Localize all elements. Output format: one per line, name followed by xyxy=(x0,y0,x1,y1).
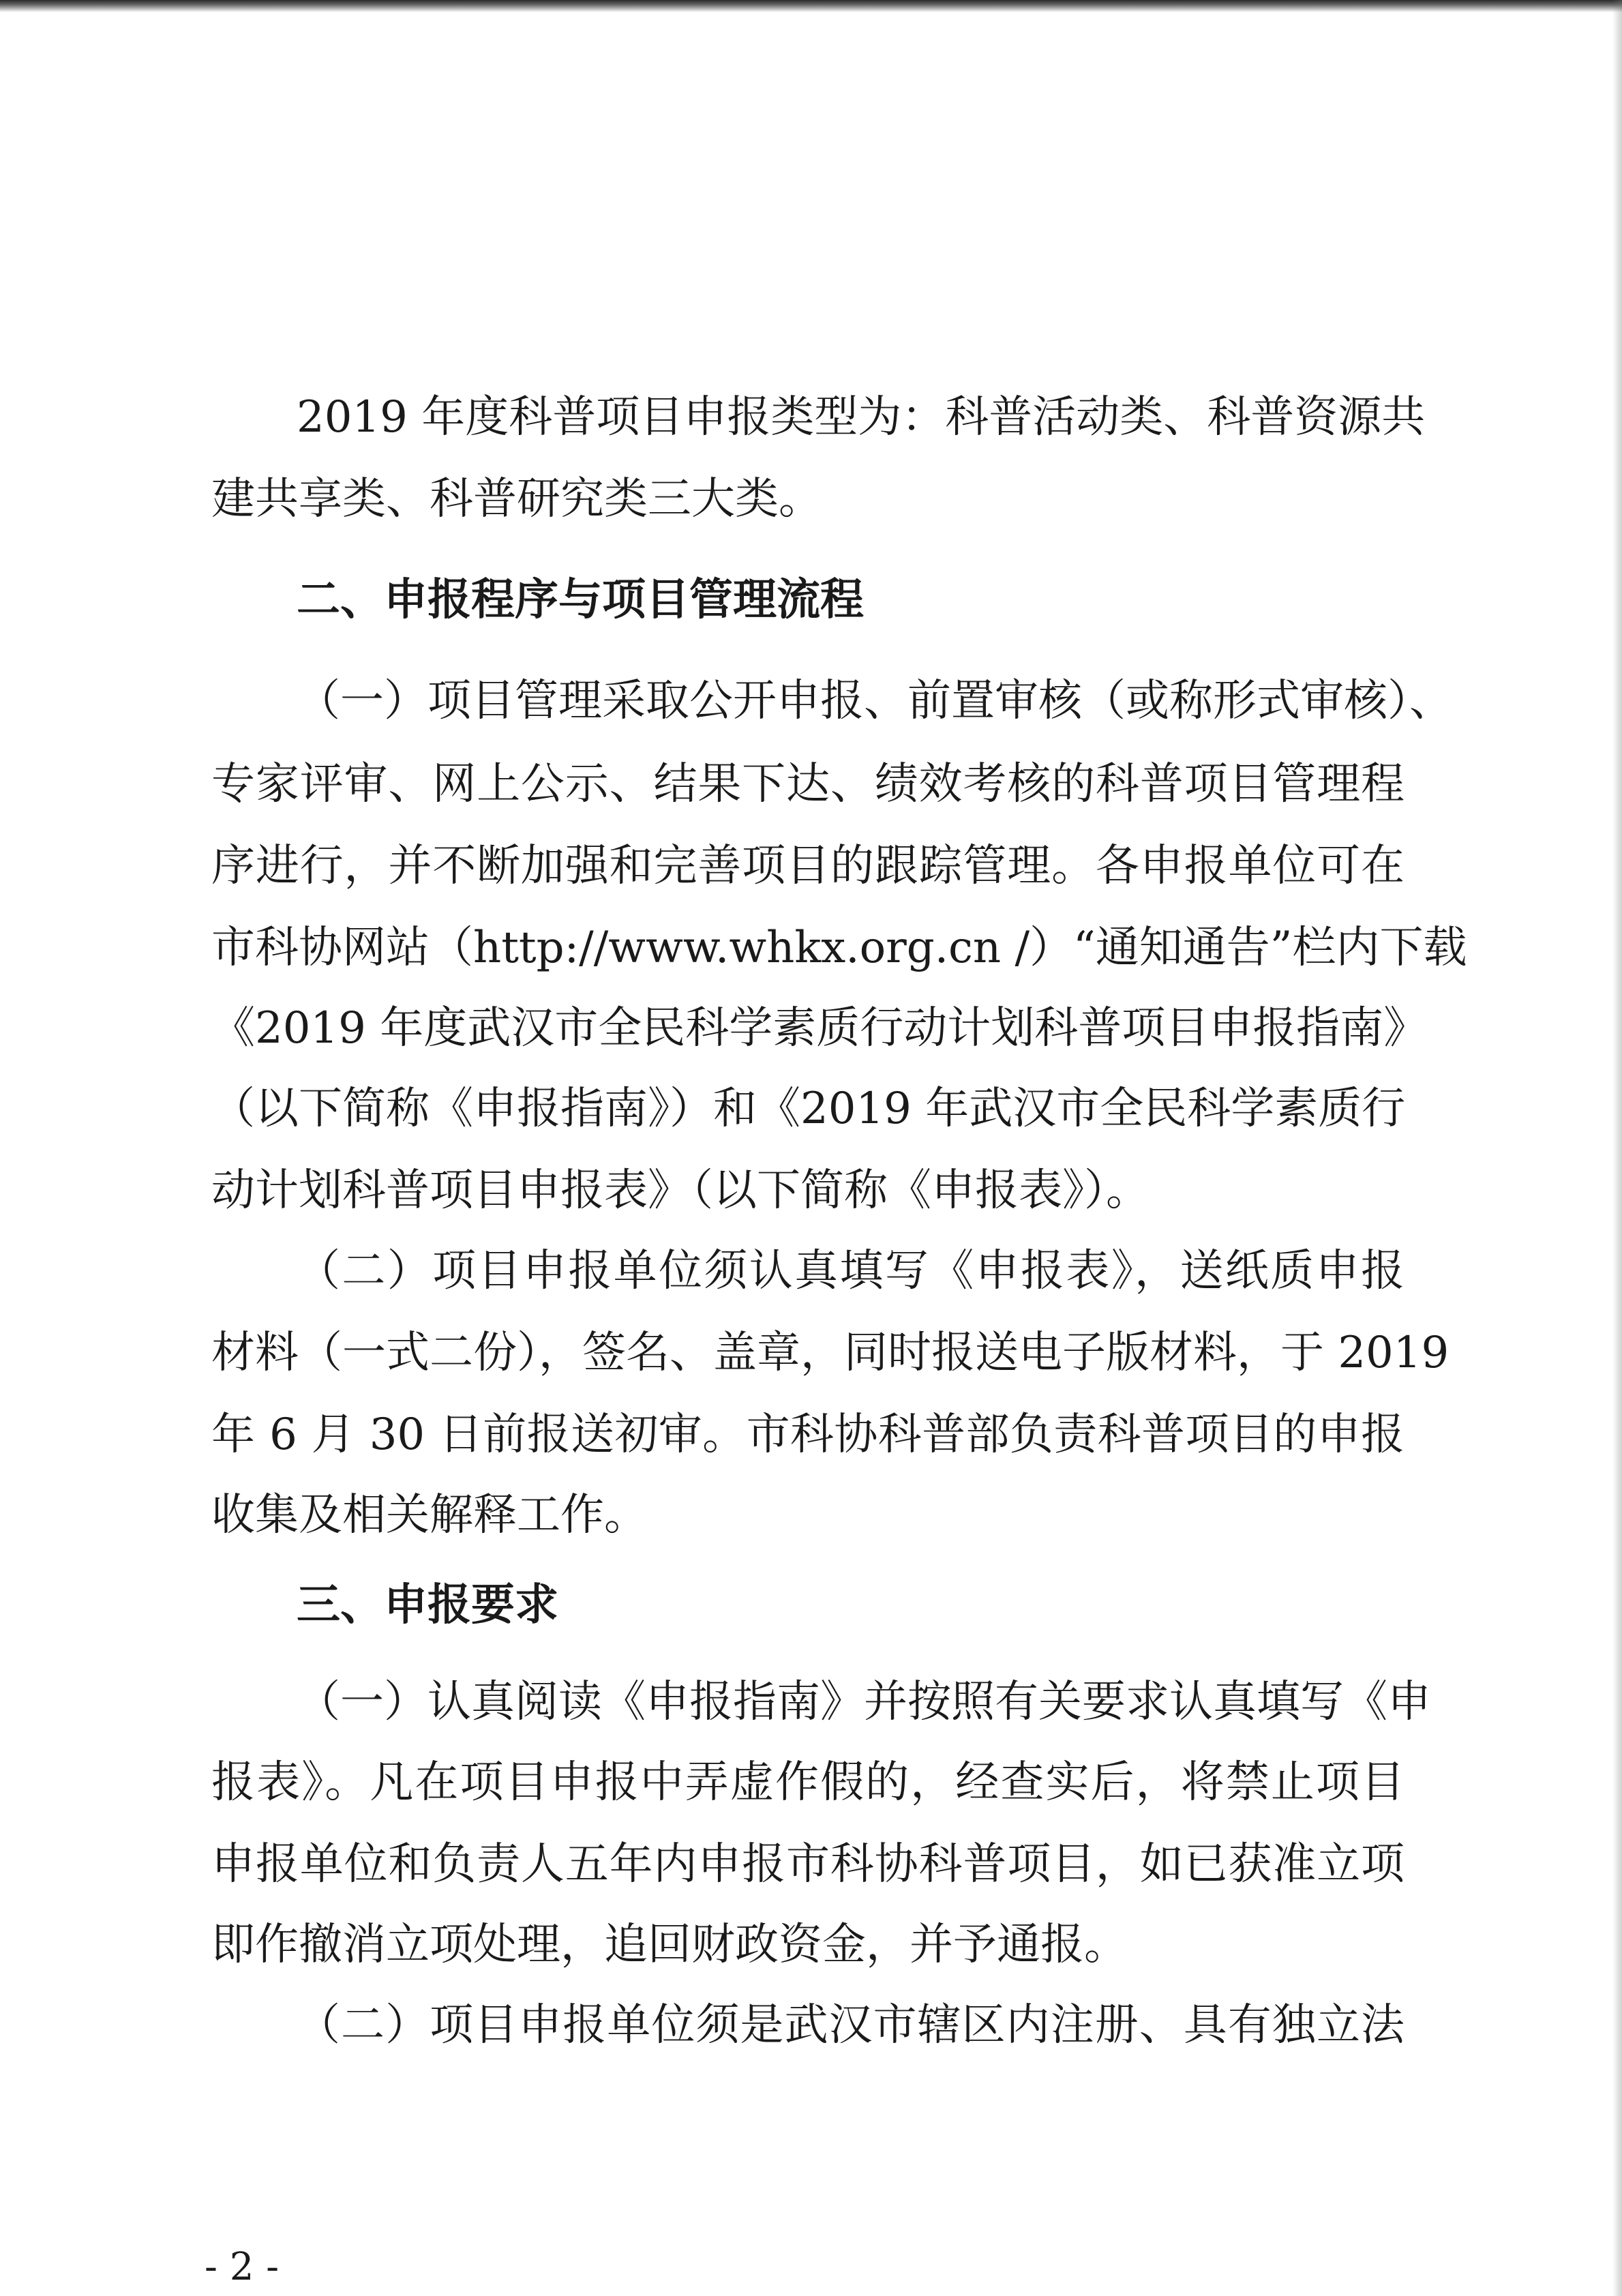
paragraph-line: （二）项目申报单位须是武汉市辖区内注册、具有独立法 xyxy=(297,2000,1405,2051)
scan-edge-top xyxy=(0,0,1622,12)
paragraph-line: （一）认真阅读《申报指南》并按照有关要求认真填写《申 xyxy=(297,1677,1431,1727)
paragraph-line: 年 6 月 30 日前报送初审。市科协科普部负责科普项目的申报 xyxy=(211,1410,1405,1460)
paragraph-line: 序进行，并不断加强和完善项目的跟踪管理。各申报单位可在 xyxy=(211,841,1405,891)
paragraph-line: 2019 年度科普项目申报类型为：科普活动类、科普资源共 xyxy=(297,392,1426,443)
paragraph-line: 材料（一式二份），签名、盖章，同时报送电子版材料，于 2019 xyxy=(211,1328,1450,1378)
paragraph-line: 建共享类、科普研究类三大类。 xyxy=(211,474,822,524)
paragraph-line: 市科协网站（http://www.whkx.org.cn /）“通知通告”栏内下载 xyxy=(211,923,1467,973)
paragraph-line: 即作撤消立项处理，追回财政资金，并予通报。 xyxy=(211,1920,1128,1970)
paragraph-line: 《2019 年度武汉市全民科学素质行动计划科普项目申报指南》 xyxy=(211,1003,1428,1054)
paragraph-line: 报表》。凡在项目申报中弄虚作假的，经查实后，将禁止项目 xyxy=(211,1757,1405,1808)
paragraph-line: （一）项目管理采取公开申报、前置审核（或称形式审核）、 xyxy=(297,676,1453,726)
paragraph-line: 申报单位和负责人五年内申报市科协科普项目，如已获准立项 xyxy=(211,1839,1405,1890)
paragraph-line: （二）项目申报单位须认真填写《申报表》，送纸质申报 xyxy=(297,1246,1405,1296)
paragraph-line: 收集及相关解释工作。 xyxy=(211,1490,648,1540)
page-number: - 2 - xyxy=(205,2245,280,2289)
scan-edge-right xyxy=(1612,0,1622,2296)
paragraph-line: （以下简称《申报指南》）和《2019 年武汉市全民科学素质行 xyxy=(211,1084,1406,1134)
section-heading: 三、申报要求 xyxy=(297,1580,558,1630)
paragraph-line: 专家评审、网上公示、结果下达、绩效考核的科普项目管理程 xyxy=(211,759,1405,809)
section-heading: 二、申报程序与项目管理流程 xyxy=(297,575,864,625)
paragraph-line: 动计划科普项目申报表》（以下简称《申报表》）。 xyxy=(211,1165,1150,1216)
